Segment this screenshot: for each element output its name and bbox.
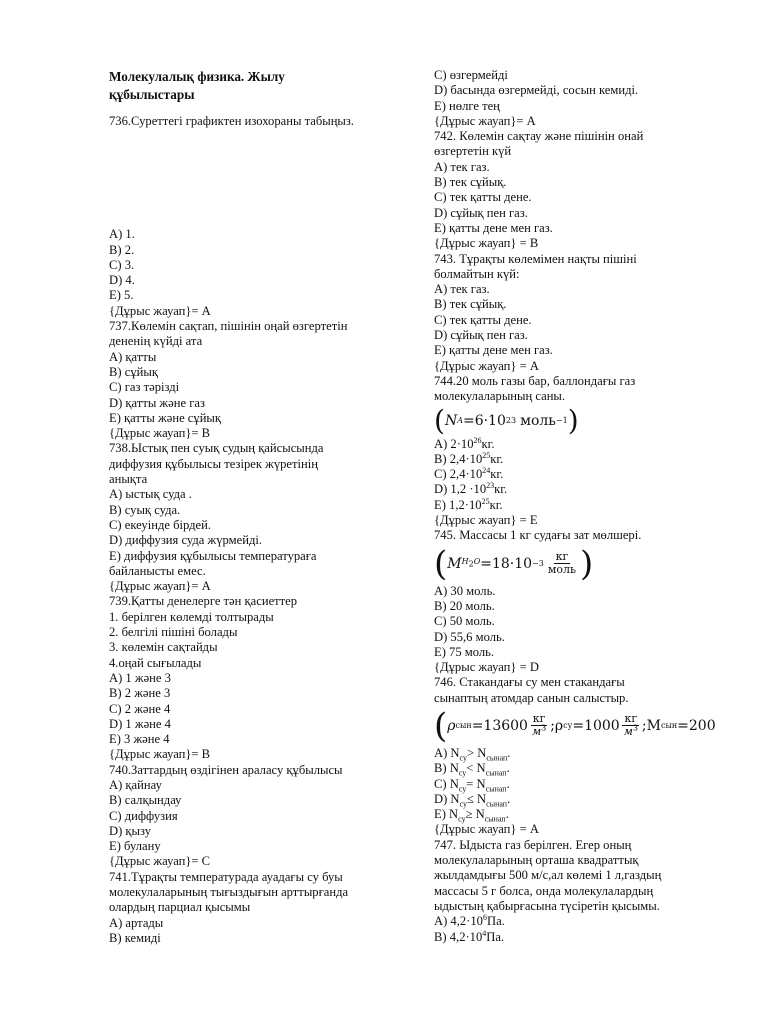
question-743-line-2: болмайтын күй: xyxy=(434,266,520,281)
question-736: 736.Суреттегі графиктен изохораны табыңыз. xyxy=(109,114,355,128)
question-737-line-2: дененің күйді ата xyxy=(109,334,203,349)
q743-option-d: D) сұйық пен газ. xyxy=(434,328,528,343)
q736-option-c: C) 3. xyxy=(109,257,135,272)
q738-option-e-line-1: E) диффузия құбылысы температураға xyxy=(109,548,317,563)
formula-value: =6·10 xyxy=(462,412,506,429)
question-738-line-3: анықта xyxy=(109,472,148,487)
q740-answer: {Дұрыс жауап}= C xyxy=(109,854,211,869)
q744-answer: {Дұрыс жауап} = E xyxy=(434,513,538,528)
formula-value: =18·10 xyxy=(480,555,533,572)
q745-option-a: A) 30 моль. xyxy=(434,583,496,598)
q739-option-b: B) 2 және 3 xyxy=(109,686,171,701)
question-741-line-3: олардың парциал қысымы xyxy=(109,900,251,915)
q738-option-a: A) ыстық суда . xyxy=(109,487,192,502)
question-747-line-4: массасы 5 г болса, онда молекулалардың xyxy=(434,883,654,898)
formula-unit: моль xyxy=(520,412,556,429)
q742-answer: {Дұрыс жауап} = B xyxy=(434,236,539,251)
question-746-line-2: сынаптың атомдар санын салыстыр. xyxy=(434,690,629,705)
q746-option-c: C) $N_{су}= N_{сынап}$. xyxy=(434,776,510,794)
q741-option-e: E) нөлге тең xyxy=(434,98,500,113)
q747-option-a: A) $4,2\cdot 10^6Па$. xyxy=(434,913,505,929)
q737-option-b: B) сұйық xyxy=(109,364,158,379)
right-column xyxy=(434,68,768,945)
q740-option-e: E) булану xyxy=(109,839,161,854)
q739-option-a: A) 1 және 3 xyxy=(109,670,171,685)
question-741-line-1: 741.Тұрақты температурада ауадағы су буы xyxy=(109,869,343,884)
q745-option-d: D) 55,6 моль. xyxy=(434,629,505,644)
question-738-line-2: диффузия құбылысы тезірек жүретінің xyxy=(109,456,319,471)
question-747-line-2: молекулаларының орташа квадраттық xyxy=(434,853,639,868)
q745-answer: {Дұрыс жауап} = D xyxy=(434,660,539,675)
formula-unit-fraction: $\frac{кг}{\text{моль}}$ xyxy=(547,550,577,577)
q745-option-c: C) 50 моль. xyxy=(434,614,495,629)
left-column xyxy=(109,68,409,946)
q736-option-a: A) 1. xyxy=(109,227,135,242)
q738-option-e-line-2: байланысты емес. xyxy=(109,563,206,578)
formula-symbol: M xyxy=(447,555,462,572)
q742-option-c: C) тек қатты дене. xyxy=(434,190,532,205)
q741-option-a: A) артады xyxy=(109,915,164,930)
question-742-line-1: 742. Көлемін сақтау және пішінін онай xyxy=(434,129,644,144)
q737-option-d: D) қатты және газ xyxy=(109,395,205,410)
q738-option-b: B) суық суда. xyxy=(109,502,181,517)
q743-option-c: C) тек қатты дене. xyxy=(434,312,532,327)
q741-option-b: B) кемиді xyxy=(109,930,161,945)
q747-option-b: B) $4,2\cdot 10^4Па$. xyxy=(434,928,505,944)
question-742-line-2: өзгертетін күй xyxy=(434,144,512,159)
q739-option-d: D) 1 және 4 xyxy=(109,716,171,731)
question-738-line-1: 738.Ыстық пен суық судың қайсысында xyxy=(109,441,324,456)
q738-option-c: C) екеуінде бірдей. xyxy=(109,517,212,532)
q745-option-b: B) 20 моль. xyxy=(434,598,495,613)
q743-option-b: B) тек сұйық. xyxy=(434,297,507,312)
question-741-line-2: молекулаларының тығыздығын арттырғанда xyxy=(109,885,349,900)
question-740: 740.Заттардың өздігінен араласу құбылысы xyxy=(109,762,343,777)
q743-option-e: E) қатты дене мен газ. xyxy=(434,343,553,358)
question-744-line-2: молекулаларының саны. xyxy=(434,389,566,404)
formula-symbol: N xyxy=(444,412,458,429)
q745-option-e: E) 75 моль. xyxy=(434,644,495,659)
q737-option-a: A) қатты xyxy=(109,349,157,364)
q745-formula: ( M $H_2O$ =18·10 −3 $\frac{кг}{\text{моль}}$ ) xyxy=(434,543,594,584)
q744-option-a: A) $2\cdot 10^{26}кг$. xyxy=(434,435,495,451)
q746-formula: ( ρ сын =13600 $\frac{кг}{м^3}$ ; ρ су = 1000 $\frac{кг}{м^3}$ ; M сын =200 xyxy=(434,705,716,746)
question-744-line-1: 744.20 моль газы бар, баллондағы газ xyxy=(434,373,636,388)
q744-option-e: E) $1,2\cdot 10^{25}кг$. xyxy=(434,496,503,512)
document-title-line-1: Молекулалық физика. Жылу xyxy=(109,69,285,84)
q742-option-e: E) қатты дене мен газ. xyxy=(434,220,553,235)
q740-option-d: D) қызу xyxy=(109,823,152,838)
question-747-line-1: 747. Ыдыста газ берілген. Егер оның xyxy=(434,837,632,852)
question-739-line-4: 3. көлемін сақтайды xyxy=(109,640,218,655)
q742-option-d: D) сұйық пен газ. xyxy=(434,205,528,220)
q744-formula: ( N A =6·10 23 моль −1 ) xyxy=(434,403,579,437)
q744-option-d: D) $1,2 \cdot 10^{23}кг$. xyxy=(434,481,508,497)
question-739-line-5: 4.оңай сығылады xyxy=(109,655,202,670)
document-title-line-2: құбылыстары xyxy=(109,87,195,102)
q746-option-a: A) $N_{су}> N_{сынап}$. xyxy=(434,745,511,763)
q742-option-b: B) тек сұйық. xyxy=(434,175,507,190)
question-739-line-2: 1. берілген көлемді толтырады xyxy=(109,609,274,624)
q743-answer: {Дұрыс жауап} = A xyxy=(434,358,539,373)
q736-option-d: D) 4. xyxy=(109,273,135,288)
q736-option-e: E) 5. xyxy=(109,288,134,303)
q738-answer: {Дұрыс жауап}= A xyxy=(109,579,211,594)
q746-option-d: D) $N_{су}\le N_{сынап}$. xyxy=(434,791,511,809)
q743-option-a: A) тек газ. xyxy=(434,282,490,297)
q744-option-b: B) $2,4\cdot 10^{25}кг$. xyxy=(434,450,504,466)
q741-option-d: D) басында өзгермейді, сосын кемиді. xyxy=(434,83,639,98)
q742-option-a: A) тек газ. xyxy=(434,159,490,174)
q737-option-c: C) газ тәрізді xyxy=(109,380,180,395)
q746-option-b: B) $N_{су}< N_{сынап}$. xyxy=(434,761,510,778)
question-739-line-1: 739.Қатты денелерге тән қасиеттер xyxy=(109,594,298,609)
q736-answer: {Дұрыс жауап}= A xyxy=(109,303,211,318)
question-743-line-1: 743. Тұрақты көлемімен нақты пішіні xyxy=(434,251,637,266)
q736-option-b: B) 2. xyxy=(109,242,135,257)
q739-option-c: C) 2 және 4 xyxy=(109,701,171,716)
q737-option-e: E) қатты және сұйық xyxy=(109,410,222,425)
graph-placeholder xyxy=(109,129,409,227)
q740-option-b: B) салқындау xyxy=(109,793,182,808)
q737-answer: {Дұрыс жауап}= B xyxy=(109,426,211,441)
question-747-line-3: жылдамдығы 500 м/с,ал көлемі 1 л,газдың xyxy=(434,868,662,883)
q740-option-c: C) диффузия xyxy=(109,808,178,823)
question-739-line-3: 2. белгілі пішіні болады xyxy=(109,625,238,640)
q739-option-e: E) 3 және 4 xyxy=(109,732,170,747)
q738-option-d: D) диффузия суда жүрмейді. xyxy=(109,533,262,548)
q746-option-e: E) $N_{су}\ge N_{сынап}$. xyxy=(434,807,509,824)
q744-option-c: C) $2,4\cdot 10^{24}кг$. xyxy=(434,465,504,482)
question-745: 745. Массасы 1 кг судағы зат мөлшері. xyxy=(434,528,642,543)
question-746-line-1: 746. Стакандағы су мен стакандағы xyxy=(434,675,625,690)
q741-option-c: C) өзгермейді xyxy=(434,68,508,82)
q739-answer: {Дұрыс жауап}= B xyxy=(109,747,211,762)
question-747-line-5: ыдыстың қабырғасына түсіретін қысымы. xyxy=(434,898,660,913)
q741-answer: {Дұрыс жауап}= A xyxy=(434,113,536,128)
q740-option-a: A) қайнау xyxy=(109,777,162,792)
question-737-line-1: 737.Көлемін сақтап, пішінін оңай өзгертетін xyxy=(109,319,348,334)
q746-answer: {Дұрыс жауап} = A xyxy=(434,822,539,837)
formula-subscript: A xyxy=(457,415,463,425)
